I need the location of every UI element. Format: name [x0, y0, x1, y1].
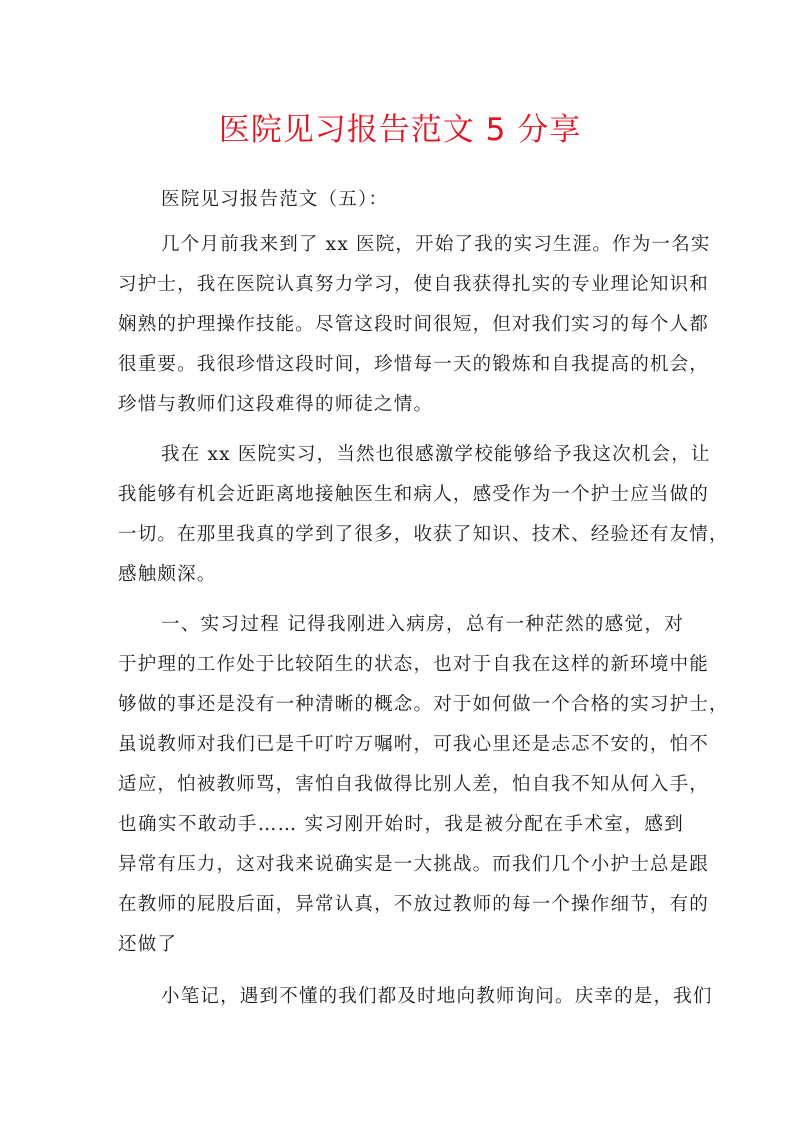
text-line: 一、实习过程 记得我刚进入病房，总有一种茫然的感觉，对: [161, 614, 684, 635]
text-line: 几个月前我来到了 xx 医院，开始了我的实习生涯。作为一名实: [161, 234, 711, 255]
text-line: 一切。在那里我真的学到了很多，收获了知识、技术、经验还有友情，: [118, 524, 729, 545]
text-line: 感触颇深。: [118, 564, 217, 585]
text-line: 在教师的屁股后面，异常认真，不放过教师的每一个操作细节，有的: [118, 894, 710, 915]
text-line: 也确实不敢动手…… 实习刚开始时，我是被分配在手术室，感到: [118, 814, 684, 835]
text-line: 娴熟的护理操作技能。尽管这段时间很短，但对我们实习的每个人都: [118, 314, 710, 335]
heading-line: 医院见习报告范文（五）：: [161, 189, 389, 210]
text-line: 于护理的工作处于比较陌生的状态，也对于自我在这样的新环境中能: [118, 654, 710, 675]
text-line: 适应，怕被教师骂，害怕自我做得比别人差，怕自我不知从何入手，: [118, 774, 710, 795]
text-line: 够做的事还是没有一种清晰的概念。对于如何做一个合格的实习护士，: [118, 694, 729, 715]
document-title: 医院见习报告范文 5 分享: [218, 112, 582, 148]
text-line: 还做了: [118, 934, 178, 955]
text-line: 虽说教师对我们已是千叮咛万嘱咐，可我心里还是忐忑不安的，怕不: [118, 734, 710, 755]
text-line: 小笔记，遇到不懂的我们都及时地向教师询问。庆幸的是，我们: [161, 986, 713, 1007]
text-line: 习护士，我在医院认真努力学习，使自我获得扎实的专业理论知识和: [118, 274, 710, 295]
text-line: 我在 xx 医院实习，当然也很感激学校能够给予我这次机会，让: [161, 444, 711, 465]
text-line: 珍惜与教师们这段难得的师徒之情。: [118, 394, 434, 415]
text-line: 我能够有机会近距离地接触医生和病人，感受作为一个护士应当做的: [118, 484, 710, 505]
text-line: 很重要。我很珍惜这段时间，珍惜每一天的锻炼和自我提高的机会，: [118, 354, 710, 375]
text-line: 异常有压力，这对我来说确实是一大挑战。而我们几个小护士总是跟: [118, 854, 710, 875]
